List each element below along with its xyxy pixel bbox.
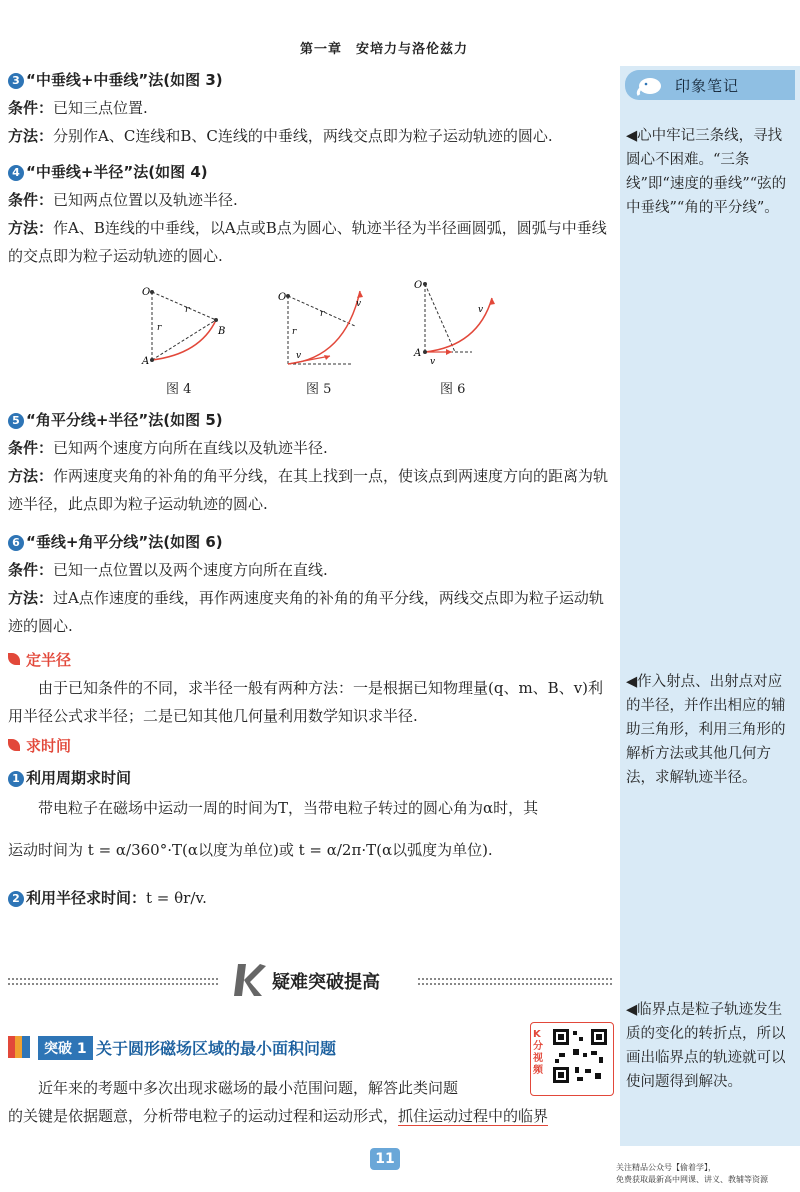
condition-label: 条件：: [8, 99, 54, 117]
section-6: [8, 528, 613, 640]
condition-label: 条件：: [8, 191, 54, 209]
footer-note: [616, 1162, 768, 1186]
breakthrough-title: 关于圆形磁场区域的最小面积问题: [96, 1039, 337, 1058]
svg-text:r: r: [320, 309, 325, 319]
figure-6-caption: 图 6: [440, 382, 466, 397]
number-badge: 4: [8, 165, 24, 181]
breakthrough-text2: 的关键是依据题意，分析带电粒子的运动过程和运动形式，: [8, 1107, 399, 1125]
section-4-title: “中垂线+半径”法(如图 4): [26, 163, 208, 181]
radius-title: 定半径: [26, 651, 72, 669]
section-divider: [8, 960, 612, 1000]
footer-line-1: 关注精品公众号【偷着学】，: [616, 1163, 716, 1172]
time-title: 求时间: [26, 737, 72, 755]
method-text: 作两速度夹角的补角的角平分线，在其上找到一点，使该点到两速度方向的距离为轨迹半径，此点即为粒子运动轨迹的圆心.: [8, 467, 609, 513]
notes-header: [625, 70, 795, 100]
time-heading: [8, 732, 613, 760]
condition-text: 已知三点位置.: [53, 99, 148, 117]
svg-text:v: v: [478, 305, 484, 315]
breakthrough-text2-wrap: [8, 1102, 613, 1130]
sidebar-note-3: ◀临界点是粒子轨迹发生质的变化的转折点，所以画出临界点的轨迹就可以使问题得到解决。: [626, 1002, 786, 1090]
number-badge: 2: [8, 891, 24, 907]
section-6-title: “垂线+角平分线”法(如图 6): [26, 533, 223, 551]
time-p1-heading: [8, 764, 613, 792]
qr-code-icon: [551, 1027, 609, 1085]
number-badge: 6: [8, 535, 24, 551]
condition-text: 已知一点位置以及两个速度方向所在直线.: [53, 561, 328, 579]
time-p2-formula: t = θr/v.: [146, 889, 207, 907]
section-3: [8, 66, 613, 150]
section-5-heading: [8, 406, 613, 434]
sidebar-note-2: ◀作入射点、出射点对应的半径，并作出相应的辅助三角形，利用三角形的解析方法或其他几何方法，求解轨迹半径。: [626, 674, 786, 786]
leaf-icon: [8, 739, 20, 751]
figures-row: [130, 276, 530, 396]
breakthrough-text1: 近年来的考题中多次出现求磁场的最小范围问题，解答此类问题: [38, 1079, 459, 1097]
elephant-icon: [633, 73, 667, 97]
svg-text:v: v: [356, 299, 362, 309]
time-section: [8, 732, 613, 912]
radius-section: [8, 646, 613, 730]
method-label: 方法：: [8, 467, 54, 485]
notes-sidebar: [620, 66, 800, 1146]
condition-text: 已知两点位置以及轨迹半径.: [53, 191, 238, 209]
breakthrough-text1-wrap: [8, 1074, 528, 1102]
svg-text:v: v: [296, 351, 302, 361]
svg-text:O: O: [414, 280, 423, 291]
book-icon: [8, 1036, 30, 1058]
condition-text: 已知两个速度方向所在直线以及轨迹半径.: [53, 439, 328, 457]
footer-line-2: 免费获取最新高中网课、讲义、教辅等资源: [616, 1175, 768, 1184]
section-5: [8, 406, 613, 518]
method-label: 方法：: [8, 589, 54, 607]
condition-label: 条件：: [8, 561, 54, 579]
svg-text:v: v: [430, 357, 436, 367]
breakthrough-tag: 突破 1: [38, 1036, 93, 1060]
svg-text:A: A: [414, 348, 422, 359]
section-5-title: “角平分线+半径”法(如图 5): [26, 411, 223, 429]
time-p2-heading: [8, 884, 613, 912]
method-label: 方法：: [8, 127, 54, 145]
time-p1-title: 利用周期求时间: [26, 769, 132, 787]
formula-radians: t = α/2π·T(α以弧度为单位).: [298, 841, 493, 859]
svg-text:r: r: [292, 327, 297, 337]
chapter-title: 第一章 安培力与洛伦兹力: [300, 42, 469, 57]
time-p1-formula: [8, 836, 613, 864]
figure-4-diagram: [141, 287, 225, 367]
condition-label: 条件：: [8, 439, 54, 457]
svg-text:B: B: [218, 326, 226, 337]
page-number: 11: [370, 1148, 400, 1170]
svg-text:r: r: [157, 323, 162, 333]
number-badge: 3: [8, 73, 24, 89]
radius-heading: [8, 646, 613, 674]
svg-text:O: O: [142, 287, 151, 298]
figure-5-diagram: [278, 291, 363, 364]
breakthrough-text2-highlight: 抓住运动过程中的临界: [398, 1107, 549, 1125]
leaf-icon: [8, 653, 20, 665]
video-qr-code[interactable]: [530, 1022, 614, 1096]
time-p2-title: 利用半径求时间：: [26, 889, 147, 907]
section-6-heading: [8, 528, 613, 556]
figure-4-caption: 图 4: [166, 382, 192, 397]
section-4: [8, 158, 613, 270]
divider-dots-left: [8, 978, 218, 985]
section-4-heading: [8, 158, 613, 186]
svg-text:A: A: [142, 356, 150, 367]
method-text: 作A、B连线的中垂线，以A点或B点为圆心、轨迹半径为半径画圆弧，圆弧与中垂线的交点即为粒子运动轨迹的圆心.: [8, 219, 607, 265]
method-text: 过A点作速度的垂线，再作两速度夹角的补角的角平分线，两线交点即为粒子运动轨迹的圆心.: [8, 589, 604, 635]
svg-text:O: O: [278, 292, 287, 303]
section-3-title: “中垂线+中垂线”法(如图 3): [26, 71, 223, 89]
geometry-figures: [130, 276, 530, 376]
notes-title: 印象笔记: [675, 76, 740, 95]
sidebar-note-1: ◀心中牢记三条线，寻找圆心不困难。“三条线”即“速度的垂线”“弦的中垂线”“角的平分线”。: [626, 128, 787, 216]
divider-title: 疑难突破提高: [272, 972, 380, 993]
figure-6-diagram: [413, 280, 495, 367]
number-badge: 1: [8, 771, 24, 787]
svg-text:r: r: [185, 305, 190, 315]
video-label: K分视频: [533, 1029, 543, 1076]
number-badge: 5: [8, 413, 24, 429]
time-p1-text: 带电粒子在磁场中运动一周的时间为T，当带电粒子转过的圆心角为α时，其: [38, 799, 539, 817]
method-label: 方法：: [8, 219, 54, 237]
section-3-heading: [8, 66, 613, 94]
k-logo-icon: [230, 960, 270, 1000]
figure-5-caption: 图 5: [306, 382, 332, 397]
divider-dots-right: [418, 978, 612, 985]
formula-degrees: 运动时间为 t = α/360°·T(α以度为单位)或: [8, 841, 294, 859]
method-text: 分别作A、C连线和B、C连线的中垂线，两线交点即为粒子运动轨迹的圆心.: [53, 127, 553, 145]
radius-text: 由于已知条件的不同，求半径一般有两种方法：一是根据已知物理量(q、m、B、v)利用半径公式求半径；二是已知其他几何量利用数学知识求半径.: [8, 679, 604, 725]
